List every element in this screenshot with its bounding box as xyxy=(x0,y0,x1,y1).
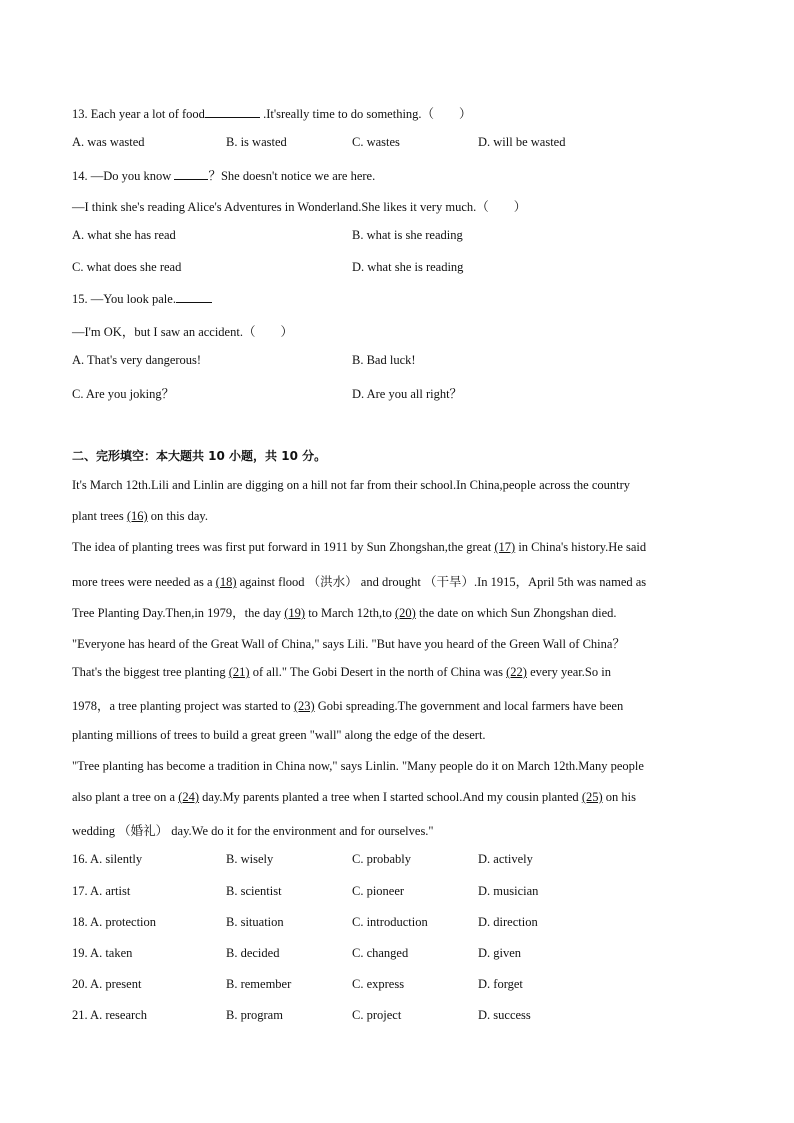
blank-16: (16) xyxy=(126,509,148,523)
passage-line: Tree Planting Day.Then,in 1979，the day (19) to March 12th,to (20) the date on which Sun Zhongshan died. xyxy=(72,606,617,620)
choice-21-d: D. success xyxy=(478,1008,531,1022)
choice-21-b: B. program xyxy=(226,1008,283,1022)
option-d: D. what she is reading xyxy=(352,260,464,274)
blank-21: (21) xyxy=(228,665,250,679)
q13-stem: 13. Each year a lot of food .It'sreally time to do something.（ ） xyxy=(72,107,472,121)
q14-line2: —I think she's reading Alice's Adventures in Wonderland.She likes it very much.（ ） xyxy=(72,200,527,214)
choice-19-a: 19. A. taken xyxy=(72,946,133,960)
option-a: A. was wasted xyxy=(72,135,145,149)
blank-17: (17) xyxy=(494,540,516,554)
blank-22: (22) xyxy=(506,665,527,679)
passage-line: plant trees (16) on this day. xyxy=(72,509,208,523)
passage-line: more trees were needed as a (18) against flood （洪水） and drought （干旱）.In 1915，April 5th was named as xyxy=(72,575,647,589)
blank-23: (23) xyxy=(293,699,315,713)
passage-line: "Everyone has heard of the Great Wall of China," says Lili. "But have you heard of the Green Wall of China？ xyxy=(72,637,625,651)
passage-line: wedding （婚礼） day.We do it for the environment and for ourselves." xyxy=(72,824,434,838)
answer-blank xyxy=(174,168,208,180)
q15-line2: —I'm OK，but I saw an accident.（ ） xyxy=(72,325,293,339)
option-b: B. what is she reading xyxy=(352,228,463,242)
choice-20-b: B. remember xyxy=(226,977,292,991)
option-a: A. That's very dangerous! xyxy=(72,353,202,367)
blank-20: (20) xyxy=(395,606,416,620)
choice-19-d: D. given xyxy=(478,946,522,960)
passage-line: That's the biggest tree planting (21) of all." The Gobi Desert in the north of China was (22) every year.So in xyxy=(72,665,611,679)
blank-24: (24) xyxy=(178,790,200,804)
choice-20-c: C. express xyxy=(352,977,405,991)
answer-blank xyxy=(205,106,260,118)
q15-stem: 15. —You look pale. xyxy=(72,291,212,307)
choice-16-d: D. actively xyxy=(478,852,533,866)
option-c: C. wastes xyxy=(352,135,400,149)
passage-line: It's March 12th.Lili and Linlin are digging on a hill not far from their school.In China,people across the country xyxy=(72,478,631,492)
option-d: D. Are you all right？ xyxy=(352,387,463,401)
choice-17-c: C. pioneer xyxy=(352,884,405,898)
choice-16-c: C. probably xyxy=(352,852,412,866)
choice-18-a: 18. A. protection xyxy=(72,915,157,929)
passage-line: planting millions of trees to build a great green "wall" along the edge of the desert. xyxy=(72,728,486,742)
option-b: B. is wasted xyxy=(226,135,287,149)
blank-25: (25) xyxy=(581,790,603,804)
passage-line: also plant a tree on a (24) day.My parents planted a tree when I started school.And my cousin planted (25) on his xyxy=(72,790,636,804)
option-a: A. what she has read xyxy=(72,228,176,242)
passage-line: "Tree planting has become a tradition in China now," says Linlin. "Many people do it on March 12th.Many people xyxy=(72,759,644,773)
option-d: D. will be wasted xyxy=(478,135,566,149)
answer-blank xyxy=(176,291,212,303)
choice-20-d: D. forget xyxy=(478,977,523,991)
section-title: 二、完形填空：本大题共 10 小题，共 10 分。 xyxy=(72,449,327,463)
choice-17-b: B. scientist xyxy=(226,884,282,898)
choice-18-c: C. introduction xyxy=(352,915,428,929)
choice-21-c: C. project xyxy=(352,1008,402,1022)
blank-18: (18) xyxy=(215,575,237,589)
choice-16-a: 16. A. silently xyxy=(72,852,143,866)
choice-21-a: 21. A. research xyxy=(72,1008,147,1022)
choice-19-c: C. changed xyxy=(352,946,409,960)
choice-18-d: D. direction xyxy=(478,915,538,929)
choice-18-b: B. situation xyxy=(226,915,284,929)
q14-stem: 14. —Do you know ？She doesn't notice we are here. xyxy=(72,169,376,183)
choice-16-b: B. wisely xyxy=(226,852,274,866)
option-c: C. Are you joking？ xyxy=(72,387,175,401)
blank-19: (19) xyxy=(284,606,306,620)
choice-17-d: D. musician xyxy=(478,884,539,898)
choice-19-b: B. decided xyxy=(226,946,280,960)
choice-17-a: 17. A. artist xyxy=(72,884,131,898)
passage-line: 1978，a tree planting project was started to (23) Gobi spreading.The government and local farmers have been xyxy=(72,699,624,713)
option-b: B. Bad luck! xyxy=(352,353,416,367)
passage-line: The idea of planting trees was first put forward in 1911 by Sun Zhongshan,the great (17) in China's history.He said xyxy=(72,540,647,554)
option-c: C. what does she read xyxy=(72,260,182,274)
choice-20-a: 20. A. present xyxy=(72,977,142,991)
